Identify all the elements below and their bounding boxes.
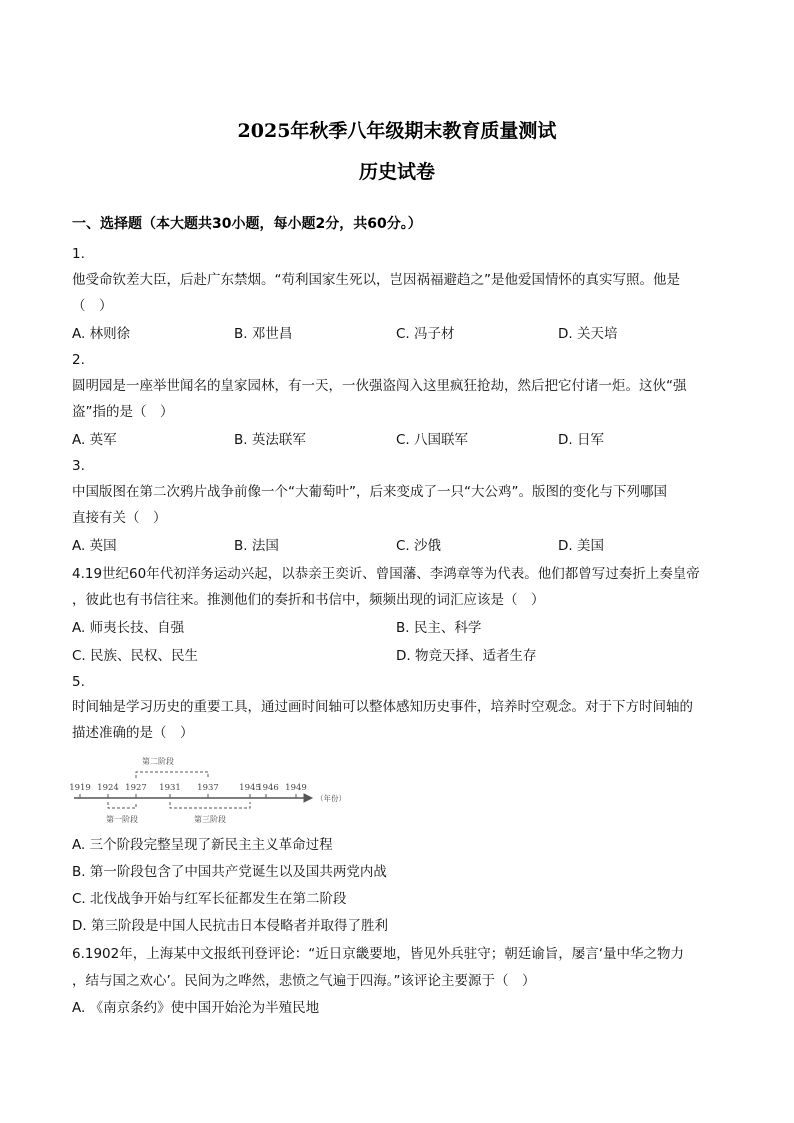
- question-number: 5.: [72, 674, 85, 690]
- option-c[interactable]: C. 冯子材: [396, 326, 455, 342]
- option-d[interactable]: D. 关天培: [558, 326, 618, 342]
- timeline-unit-label: （年份）: [316, 794, 346, 803]
- option-c[interactable]: C. 沙俄: [396, 538, 442, 554]
- question-text: 圆明园是一座举世闻名的皇家园林，有一天，一伙强盗闯入这里疯狂抢劫，然后把它付诸一炬。这伙“强: [72, 378, 687, 394]
- timeline-stage1-label: 第一阶段: [106, 815, 138, 824]
- question-text: 直接有关（ ）: [72, 510, 167, 526]
- question-text: 6.1902年，上海某中文报纸刊登评论：“近日京畿要地，皆见外兵驻守；朝廷谕旨，屡言‘量中华之物力: [72, 946, 685, 962]
- timeline-year: 1946: [257, 783, 279, 793]
- option-c[interactable]: C. 民族、民权、民生: [72, 648, 199, 664]
- option-b[interactable]: B. 民主、科学: [396, 620, 482, 636]
- question-text: 描述准确的是（ ）: [72, 725, 194, 741]
- option-a[interactable]: A. 英国: [72, 538, 117, 554]
- timeline-year: 1949: [285, 783, 307, 793]
- question-number: 3.: [72, 458, 85, 474]
- timeline-year: 1945: [239, 783, 261, 793]
- timeline-year: 1937: [197, 783, 219, 793]
- question-text: 盗”指的是（ ）: [72, 404, 174, 420]
- question-text: 他受命钦差大臣，后赴广东禁烟。“苟利国家生死以，岂因祸福避趋之”是他爱国情怀的真实写照。他是: [72, 272, 680, 288]
- timeline-year: 1927: [125, 783, 147, 793]
- option-b[interactable]: B. 第一阶段包含了中国共产党诞生以及国共两党内战: [72, 864, 387, 880]
- question-number: 2.: [72, 352, 85, 368]
- question-text: 时间轴是学习历史的重要工具，通过画时间轴可以整体感知历史事件，培养时空观念。对于下方时间轴的: [72, 699, 693, 715]
- option-c[interactable]: C. 北伐战争开始与红军长征都发生在第二阶段: [72, 891, 347, 907]
- timeline-stage2-label: 第二阶段: [142, 757, 174, 766]
- option-a[interactable]: A. 三个阶段完整呈现了新民主主义革命过程: [72, 837, 333, 853]
- option-a[interactable]: A. 英军: [72, 432, 117, 448]
- option-a[interactable]: A. 《南京条约》使中国开始沦为半殖民地: [72, 1000, 320, 1016]
- option-b[interactable]: B. 法国: [234, 538, 279, 554]
- question-number: 1.: [72, 246, 85, 262]
- option-d[interactable]: D. 物竞天择、适者生存: [396, 648, 537, 664]
- option-a[interactable]: A. 林则徐: [72, 326, 131, 342]
- section-heading: 一、选择题（本大题共30小题，每小题2分，共60分。）: [72, 216, 422, 232]
- question-text: ，彼此也有书信往来。推测他们的奏折和书信中，频频出现的词汇应该是（ ）: [72, 592, 545, 608]
- option-d[interactable]: D. 第三阶段是中国人民抗击日本侵略者并取得了胜利: [72, 918, 388, 934]
- timeline-year: 1924: [97, 783, 119, 793]
- question-text: （ ）: [72, 298, 113, 314]
- timeline-stage3-label: 第三阶段: [194, 815, 226, 824]
- option-b[interactable]: B. 邓世昌: [234, 326, 293, 342]
- option-d[interactable]: D. 日军: [558, 432, 604, 448]
- timeline-figure: [69, 748, 352, 830]
- option-c[interactable]: C. 八国联军: [396, 432, 469, 448]
- exam-title: 2025年秋季八年级期末教育质量测试: [237, 120, 557, 142]
- option-b[interactable]: B. 英法联军: [234, 432, 306, 448]
- question-text: 中国版图在第二次鸦片战争前像一个“大葡萄叶”，后来变成了一只“大公鸡”。版图的变化与下列哪国: [72, 484, 667, 500]
- option-a[interactable]: A. 师夷长技、自强: [72, 620, 185, 636]
- option-d[interactable]: D. 美国: [558, 538, 604, 554]
- timeline-year: 1919: [69, 783, 91, 793]
- question-text: 4.19世纪60年代初洋务运动兴起，以恭亲王奕䜣、曾国藩、李鸿章等为代表。他们都曾写过奏折上奏皇帝: [72, 566, 700, 582]
- exam-subtitle: 历史试卷: [358, 161, 435, 183]
- timeline-year: 1931: [159, 783, 181, 793]
- question-text: ，结与国之欢心’。民间为之哗然，悲愤之气遍于四海。”该评论主要源于（ ）: [72, 973, 536, 989]
